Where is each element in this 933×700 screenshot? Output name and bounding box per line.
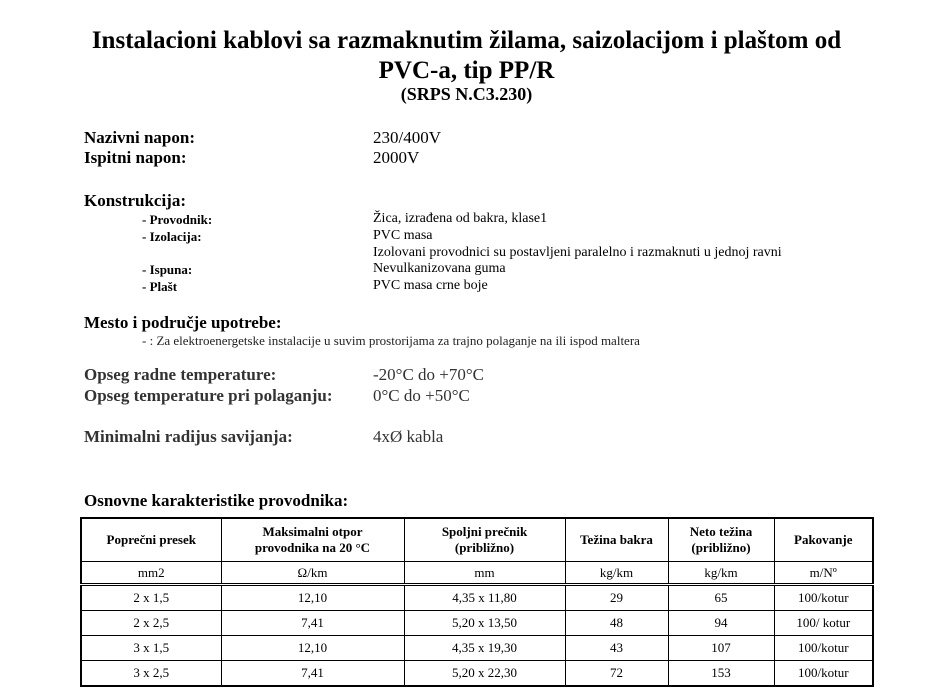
table-row — [81, 611, 873, 636]
construction-item-label: - Izolacija: — [142, 229, 202, 244]
test-voltage-label: Ispitni napon: — [84, 148, 187, 167]
table-header-row — [81, 518, 873, 562]
construction-item-value: Izolovani provodnici su postavljeni paralelno i razmaknuti u jednoj ravni — [373, 245, 782, 260]
column-header: Spoljni prečnik (približno) — [404, 518, 565, 562]
table-cell: 4,35 x 11,80 — [404, 585, 565, 611]
construction-item-label: - Ispuna: — [142, 262, 193, 277]
unit-cell: m/Nº — [774, 562, 873, 585]
construction-item-value: Žica, izrađena od bakra, klase1 — [373, 211, 548, 226]
test-voltage-value: 2000V — [373, 148, 420, 167]
title-line-1: Instalacioni kablovi sa razmaknutim žilama, saizolacijom i plaštom od — [91, 27, 842, 54]
operating-temperature-value: -20°C do +70°C — [373, 365, 485, 384]
table-cell: 12,10 — [221, 585, 404, 611]
table-cell: 100/ kotur — [774, 611, 873, 636]
document-title — [0, 26, 933, 86]
table-cell: 5,20 x 13,50 — [404, 611, 565, 636]
unit-cell: mm2 — [81, 562, 221, 585]
table-cell: 3 x 2,5 — [81, 661, 221, 687]
table-cell: 7,41 — [221, 611, 404, 636]
conductor-characteristics-table — [80, 517, 874, 687]
table-cell: 4,35 x 19,30 — [404, 636, 565, 661]
construction-item-value: PVC masa — [373, 228, 433, 243]
standard-reference: (SRPS N.C3.230) — [400, 84, 533, 104]
table-cell: 107 — [668, 636, 774, 661]
column-header: Neto težina (približno) — [668, 518, 774, 562]
operating-temperature-label: Opseg radne temperature: — [84, 365, 277, 384]
table-cell: 7,41 — [221, 661, 404, 687]
title-line-2: PVC-a, tip PP/R — [378, 57, 555, 84]
nominal-voltage-label: Nazivni napon: — [84, 128, 195, 147]
table-cell: 48 — [565, 611, 668, 636]
table-cell: 3 x 1,5 — [81, 636, 221, 661]
column-header: Poprečni presek — [81, 518, 221, 562]
laying-temperature-value: 0°C do +50°C — [373, 386, 470, 405]
table-row — [81, 636, 873, 661]
table-cell: 12,10 — [221, 636, 404, 661]
column-header: Maksimalni otpor provodnika na 20 °C — [221, 518, 404, 562]
nominal-voltage-value: 230/400V — [373, 128, 441, 147]
usage-heading: Mesto i područje upotrebe: — [84, 313, 282, 332]
construction-item-value: PVC masa crne boje — [373, 278, 488, 293]
bending-radius-label: Minimalni radijus savijanja: — [84, 427, 293, 446]
table-cell: 2 x 1,5 — [81, 585, 221, 611]
table-units-row — [81, 562, 873, 585]
table-cell: 72 — [565, 661, 668, 687]
usage-text: - : Za elektroenergetske instalacije u suvim prostorijama za trajno polaganje na ili ispod maltera — [142, 333, 640, 348]
table-cell: 94 — [668, 611, 774, 636]
construction-item-label: - Plašt — [142, 279, 178, 294]
unit-cell: kg/km — [565, 562, 668, 585]
table-cell: 100/kotur — [774, 636, 873, 661]
construction-item-value: Nevulkanizovana guma — [373, 261, 506, 276]
table-cell: 100/kotur — [774, 661, 873, 687]
column-header: Težina bakra — [565, 518, 668, 562]
column-header: Pakovanje — [774, 518, 873, 562]
table-row — [81, 661, 873, 687]
table-cell: 5,20 x 22,30 — [404, 661, 565, 687]
table-heading: Osnovne karakteristike provodnika: — [84, 491, 349, 510]
table-cell: 29 — [565, 585, 668, 611]
table-row — [81, 585, 873, 611]
table-cell: 100/kotur — [774, 585, 873, 611]
table-cell: 43 — [565, 636, 668, 661]
unit-cell: mm — [404, 562, 565, 585]
bending-radius-value: 4xØ kabla — [373, 427, 444, 446]
table-cell: 65 — [668, 585, 774, 611]
table-cell: 2 x 2,5 — [81, 611, 221, 636]
unit-cell: kg/km — [668, 562, 774, 585]
construction-item-label: - Provodnik: — [142, 212, 213, 227]
unit-cell: Ω/km — [221, 562, 404, 585]
construction-heading: Konstrukcija: — [84, 191, 186, 210]
laying-temperature-label: Opseg temperature pri polaganju: — [84, 386, 333, 405]
table-cell: 153 — [668, 661, 774, 687]
